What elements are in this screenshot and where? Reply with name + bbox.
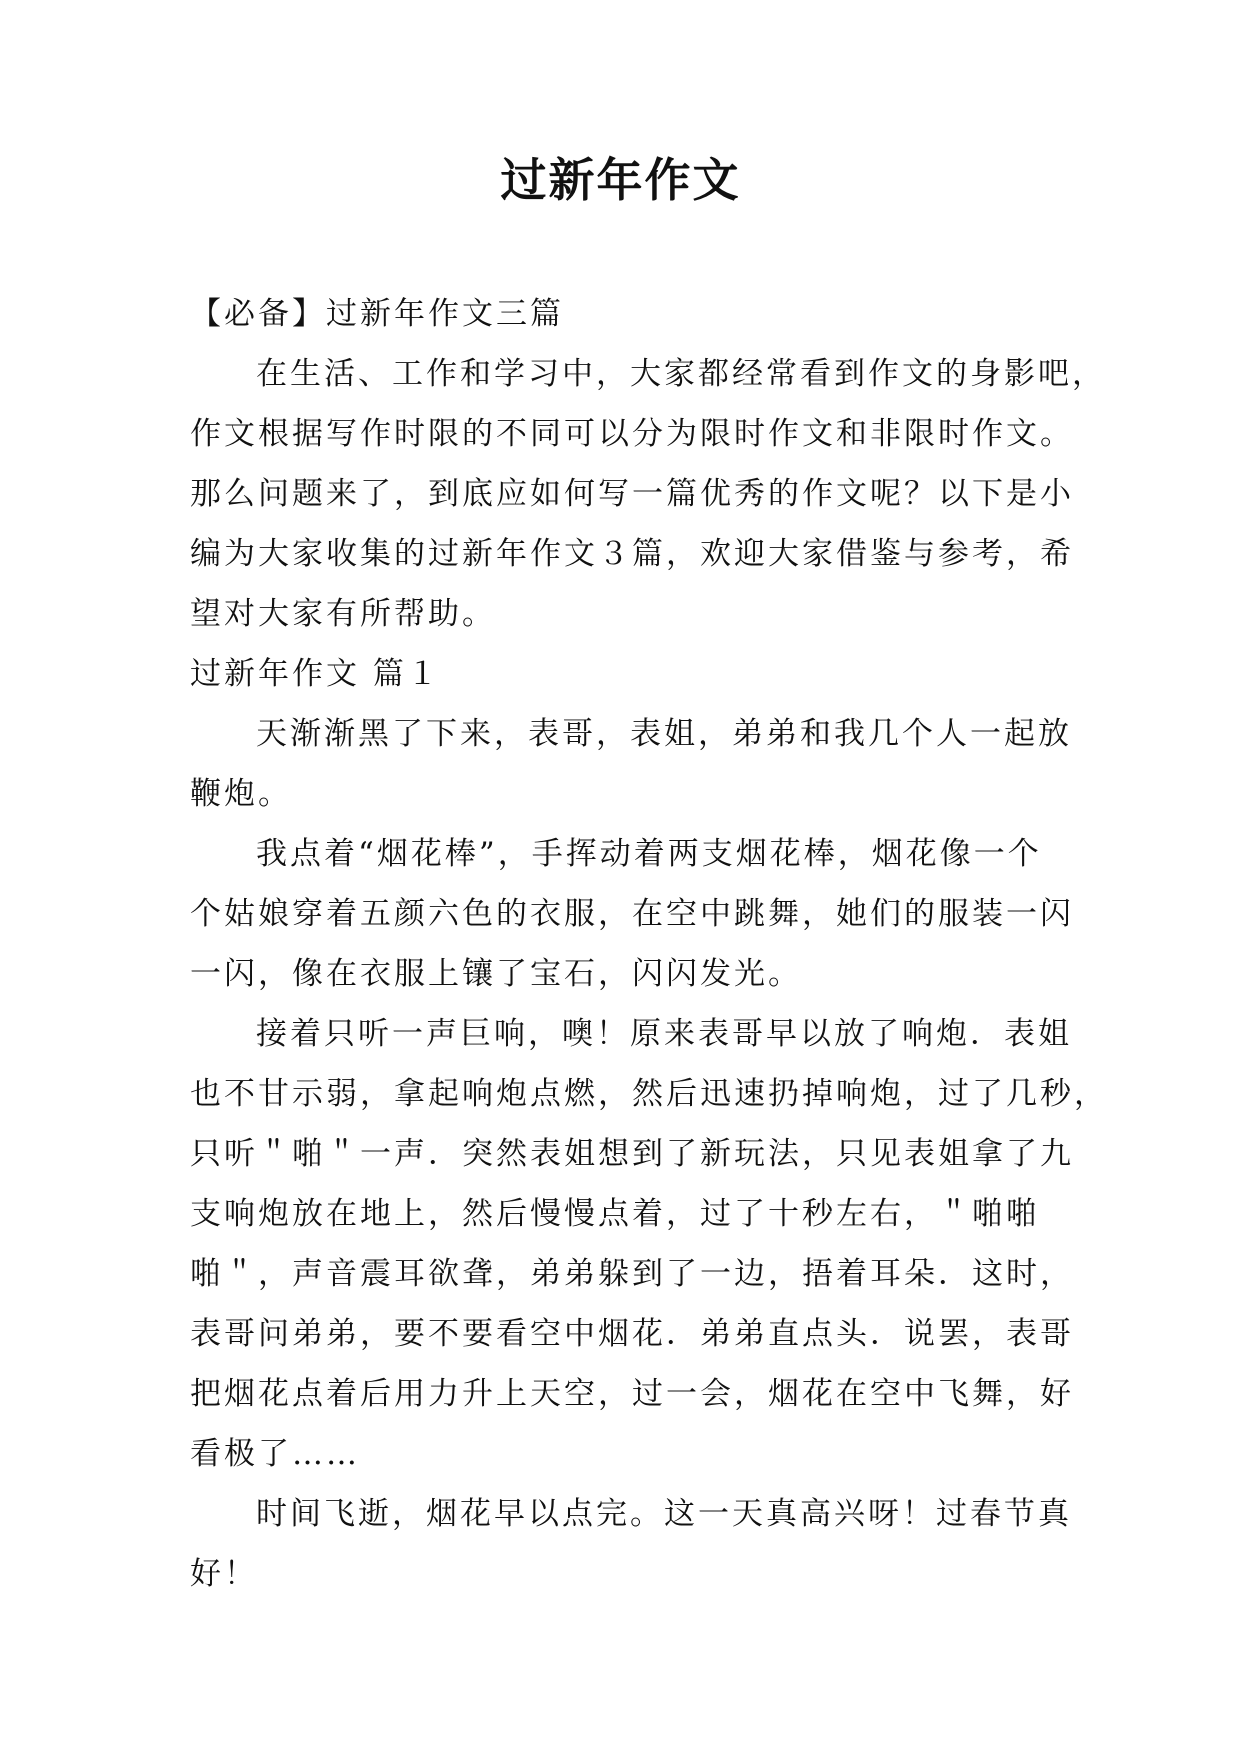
intro-line: 那么问题来了，到底应如何写一篇优秀的作文呢？以下是小 bbox=[190, 476, 1074, 512]
paragraph-line: 只听＂啪＂一声．突然表姐想到了新玩法，只见表姐拿了九 bbox=[190, 1136, 1074, 1172]
intro-line: 望对大家有所帮助。 bbox=[190, 596, 496, 632]
paragraph-line: 看极了…… bbox=[190, 1436, 360, 1472]
paragraph-line: 支响炮放在地上，然后慢慢点着，过了十秒左右，＂啪啪 bbox=[190, 1196, 1040, 1232]
intro-line: 编为大家收集的过新年作文３篇，欢迎大家借鉴与参考，希 bbox=[190, 536, 1074, 572]
section-heading: 过新年作文 篇１ bbox=[190, 656, 441, 692]
paragraph-line: 鞭炮。 bbox=[190, 776, 292, 812]
intro-line: 在生活、工作和学习中，大家都经常看到作文的身影吧， bbox=[256, 356, 1106, 392]
document-subtitle: 【必备】过新年作文三篇 bbox=[190, 296, 564, 332]
paragraph-line: 啪＂，声音震耳欲聋，弟弟躲到了一边，捂着耳朵．这时， bbox=[190, 1256, 1074, 1292]
paragraph-line: 一闪，像在衣服上镶了宝石，闪闪发光。 bbox=[190, 956, 802, 992]
paragraph-line: 好！ bbox=[190, 1556, 258, 1592]
paragraph-line: 天渐渐黑了下来，表哥，表姐，弟弟和我几个人一起放 bbox=[256, 716, 1072, 752]
paragraph-line: 接着只听一声巨响，噢！原来表哥早以放了响炮．表姐 bbox=[256, 1016, 1072, 1052]
paragraph-line: 把烟花点着后用力升上天空，过一会，烟花在空中飞舞，好 bbox=[190, 1376, 1074, 1412]
paragraph-line: 时间飞逝，烟花早以点完。这一天真高兴呀！过春节真 bbox=[256, 1496, 1072, 1532]
paragraph-line: 表哥问弟弟，要不要看空中烟花．弟弟直点头．说罢，表哥 bbox=[190, 1316, 1074, 1352]
document-title: 过新年作文 bbox=[500, 153, 741, 207]
paragraph-line: 个姑娘穿着五颜六色的衣服，在空中跳舞，她们的服装一闪 bbox=[190, 896, 1074, 932]
document-body bbox=[190, 284, 1108, 1604]
paragraph-line: 我点着“烟花棒”，手挥动着两支烟花棒，烟花像一个 bbox=[256, 836, 1042, 872]
paragraph-line: 也不甘示弱，拿起响炮点燃，然后迅速扔掉响炮，过了几秒， bbox=[190, 1076, 1108, 1112]
intro-line: 作文根据写作时限的不同可以分为限时作文和非限时作文。 bbox=[190, 416, 1074, 452]
